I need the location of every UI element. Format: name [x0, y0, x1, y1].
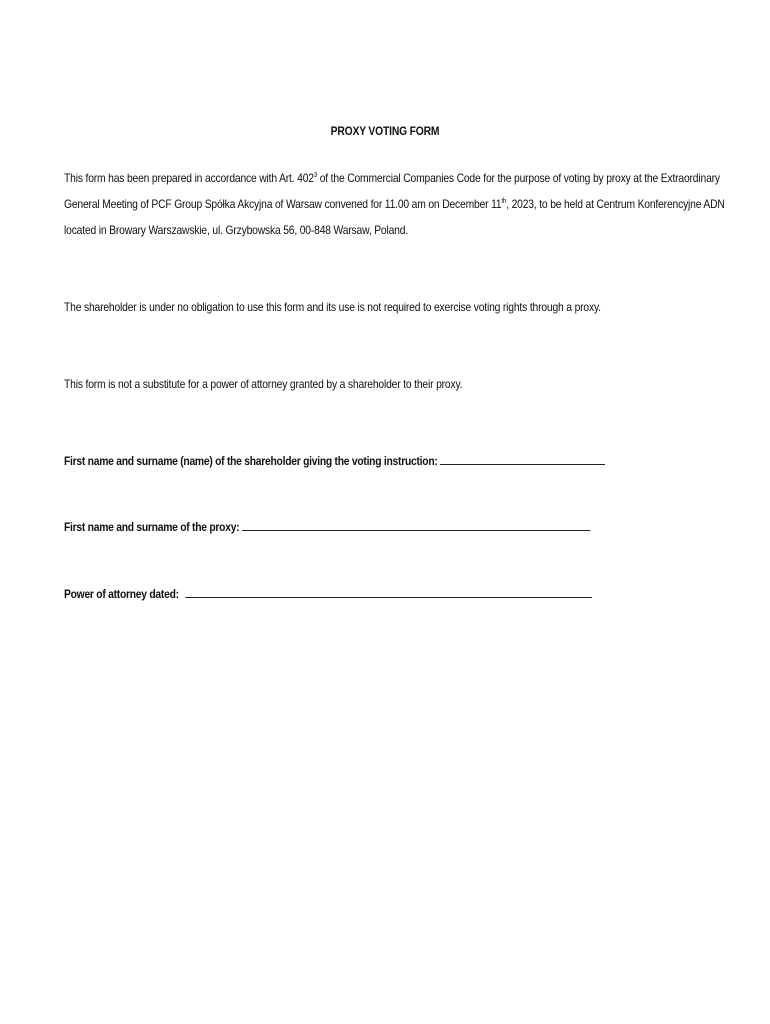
intro-line-2: General Meeting of PCF Group Spółka Akcyjna of Warsaw convened for 11.00 am on December 11th, 2023, to be held at Centrum Konferencyjne ADN	[64, 197, 725, 211]
proxy-name-blank[interactable]	[242, 519, 590, 531]
form-title: PROXY VOTING FORM	[330, 124, 440, 138]
obligation-paragraph: The shareholder is under no obligation to use this form and its use is not required to exercise voting rights through a proxy.	[64, 300, 601, 314]
power-of-attorney-date-field	[64, 586, 592, 601]
shareholder-name-label: First name and surname (name) of the shareholder giving the voting instruction:	[64, 454, 438, 468]
shareholder-name-blank[interactable]	[440, 453, 605, 465]
proxy-name-label: First name and surname of the proxy:	[64, 520, 240, 534]
intro-line-1: This form has been prepared in accordance with Art. $402^3$ of the Commercial Companies Code for the purpose of voting by proxy at the Extraordinary	[64, 171, 720, 185]
power-of-attorney-date-blank[interactable]	[186, 586, 593, 598]
substitute-paragraph: This form is not a substitute for a power of attorney granted by a shareholder to their proxy.	[64, 377, 463, 391]
intro-paragraph	[64, 165, 725, 243]
proxy-name-field	[64, 519, 590, 534]
shareholder-name-field	[64, 453, 605, 468]
power-of-attorney-date-label: Power of attorney dated:	[64, 587, 179, 601]
intro-line-3: located in Browary Warszawskie, ul. Grzybowska 56, 00-848 Warsaw, Poland.	[64, 223, 409, 237]
